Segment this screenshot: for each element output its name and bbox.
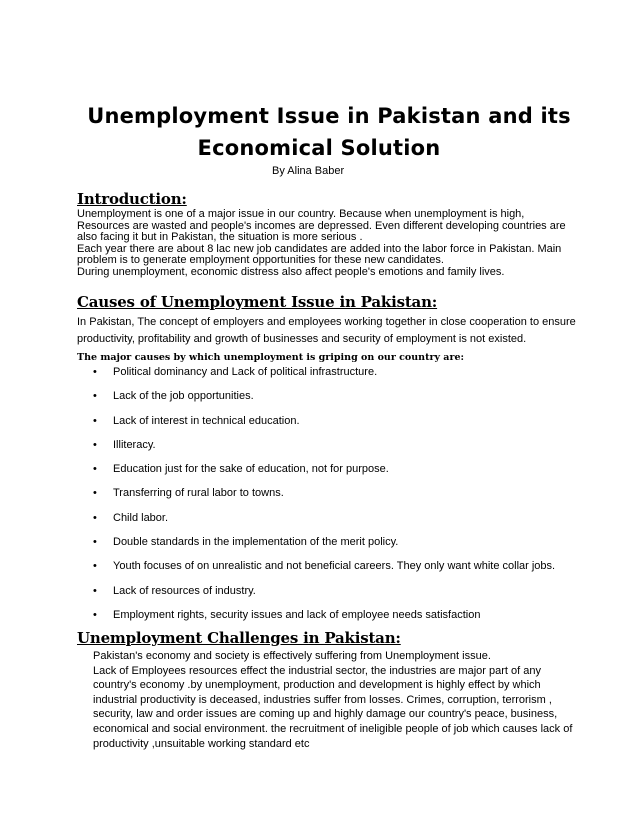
document-title-line-1: Unemployment Issue in Pakistan and its [87, 104, 571, 128]
causes-heading: Causes of Unemployment Issue in Pakistan: [77, 293, 438, 311]
list-item-text: Political dominancy and Lack of political infrastructure. [113, 366, 378, 378]
bullet-icon: • [93, 438, 97, 451]
challenges-line: productivity ,unsuitable working standard etc [93, 737, 310, 750]
causes-line: productivity, profitability and growth of businesses and security of employment is not existed. [77, 333, 527, 345]
list-item-text: Illiteracy. [113, 438, 156, 451]
list-item-text: Employment rights, security issues and lack of employee needs satisfaction [113, 608, 481, 621]
bullet-icon: • [93, 511, 97, 524]
bullet-icon: • [93, 463, 97, 476]
bullet-icon: • [93, 560, 97, 573]
bullet-icon: • [93, 414, 97, 427]
introduction-line: also facing it but in Pakistan, the situation is more serious . [77, 231, 363, 244]
bullet-icon: • [93, 608, 97, 621]
challenges-paragraph [93, 649, 593, 751]
list-item-text: Lack of resources of industry. [113, 584, 256, 597]
list-item-text: Transferring of rural labor to towns. [113, 487, 284, 500]
list-item-text: Youth focuses of on unrealistic and not beneficial careers. They only want white collar jobs. [113, 560, 556, 573]
list-item-text: Double standards in the implementation of the merit policy. [113, 536, 399, 549]
document-title-line-2: Economical Solution [197, 136, 441, 160]
challenges-line: country's economy .by unemployment, production and development is highly effect by which [93, 679, 541, 692]
introduction-line: Resources are wasted and people's incomes are depressed. Even different developing countries are [77, 219, 566, 232]
list-item-text: Education just for the sake of education, not for purpose. [113, 463, 389, 476]
bullet-icon: • [93, 584, 97, 597]
challenges-line: security, law and order issues are coming up and highly damage our country's peace, business, [93, 708, 558, 721]
list-item-text: Lack of the job opportunities. [113, 390, 254, 403]
causes-subheading: The major causes by which unemployment is griping on our country are: [77, 352, 464, 363]
introduction-line: During unemployment, economic distress also affect people's emotions and family lives. [77, 265, 505, 278]
bullet-icon: • [93, 536, 97, 549]
challenges-line: economical and social environment. the recruitment of ineligible people of job which causes lack of [93, 722, 573, 735]
introduction-heading: Introduction: [77, 190, 187, 208]
challenges-line: Lack of Employees resources effect the industrial sector, the industries are major part of any [93, 664, 541, 677]
challenges-heading: Unemployment Challenges in Pakistan: [77, 629, 401, 647]
bullet-icon: • [93, 366, 97, 378]
author-byline: By Alina Baber [272, 165, 345, 177]
challenges-line: Pakistan's economy and society is effectively suffering from Unemployment issue. [93, 650, 491, 662]
causes-line: In Pakistan, The concept of employers and employees working together in close cooperation to ensure [77, 316, 576, 328]
introduction-line: Unemployment is one of a major issue in our country. Because when unemployment is high, [77, 208, 525, 220]
introduction-line: Each year there are about 8 lac new job candidates are added into the labor force in Pakistan. Main [77, 242, 562, 255]
causes-paragraph [77, 314, 577, 348]
introduction-paragraph [77, 209, 577, 279]
bullet-icon: • [93, 487, 97, 500]
challenges-line: industrial productivity is deceased, industries suffer from losses. Crimes, corruption, terrorism , [93, 693, 552, 706]
introduction-line: problem is to generate employment opportunities for these new candidates. [77, 254, 444, 267]
bullet-icon: • [93, 390, 97, 403]
list-item-text: Lack of interest in technical education. [113, 414, 300, 427]
list-item-text: Child labor. [113, 511, 169, 524]
